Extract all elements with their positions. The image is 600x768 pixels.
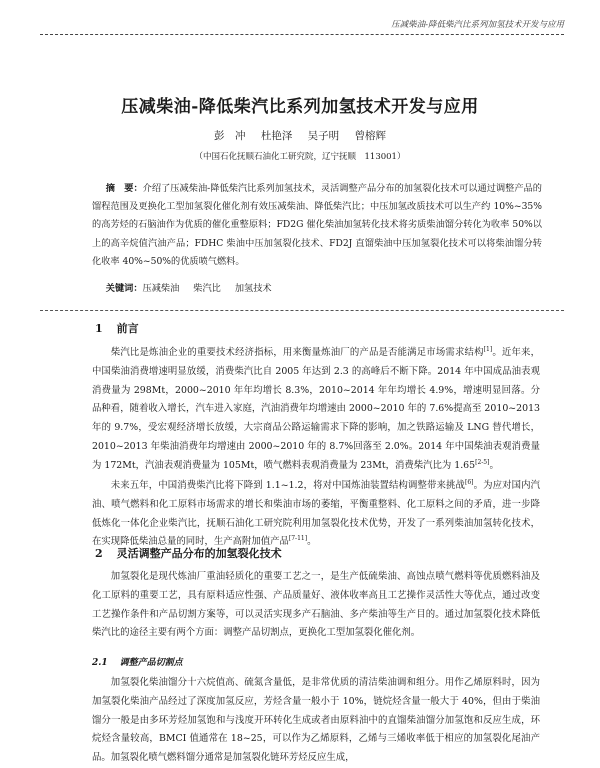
body-paragraph: 加氢裂化是现代炼油厂重油轻质化的重要工艺之一，是生产低硫柴油、高蚀点喷气燃料等优质燃料油及化工原料的重要工艺，具有原料适应性强、产品质量好、液体收率高且工艺操作灵活性大等优点，通过改变工艺操作条件和产品切割方案等，可以灵活实现多产石脑油、多产柴油等生产目的。通过加氢裂化技术降低柴汽比的途径主要有两个方面：调整产品切割点，更换化工型加氢裂化催化剂。 [92, 571, 540, 639]
paragraph-text: 。近年来，中国柴油消费增速明显放缓，消费柴汽比自 2005 年达到 2.3 的高峰后不断下降。2014 年中国成品油表观消费量为 298Mt，2000~2010 年年均增长 8.3%，2010~2014 年年均增长 4.9%，增速明显回落。分品种看，随着收入增长，汽车进入家庭，汽油消费年均增速由 2000~2010 年的 7.6%提高至 2010~2013 年的 9.7%，受宏观经济增长放缓，大宗商品公路运输需求下降的影响，加之铁路运输及 LNG 替代增长，2010~2013 年柴油消费年均增速由 2000~2010 年的 8.7%回落至 2.0%。2014 年中国柴油表观消费量为 172Mt，汽油表观消费量为 105Mt，喷气燃料表观消费量为 23Mt，消费柴汽比为 1.65 [92, 347, 540, 471]
paragraph-text: 。 [307, 536, 317, 548]
paragraph-text: 。为应对国内汽油、喷气燃料和化工原料市场需求的增长和柴油市场的萎缩，平衡重整料、化工原料之间的矛盾，进一步降低炼化一体化企业柴汽比，抚顺石油化工研究院利用加氢裂化技术优势，开发了一系列柴油加氢转化技术，在实现降低柴油总量的同时，生产高附加值产品 [92, 480, 540, 548]
abstract-text: 介绍了压减柴油-降低柴汽比系列加氢技术，灵活调整产品分布的加氢裂化技术可以通过调整产品的馏程范围及更换化工型加氢裂化催化剂有效压减柴油、降低柴汽比；中压加氢改质技术可以生产约 10%~35%的高芳烃的石脑油作为优质的催化重整原料；FD2G 催化柴油加氢转化技术将劣质柴油馏分转化为收率 50%以上的高辛烷值汽油产品；FDHC 柴油中压加氢裂化技术、FD2J 直馏柴油中压加氢裂化技术可以将柴油馏分转化收率 40%~50%的优质喷气燃料。 [92, 183, 542, 267]
section-title: 灵活调整产品分布的加氢裂化技术 [116, 547, 282, 560]
section-number: 2 [95, 547, 103, 560]
section-title: 前言 [116, 322, 139, 335]
abstract-divider [40, 310, 564, 311]
paragraph-text: 柴汽比是炼油企业的重要技术经济指标，用来衡量炼油厂的产品是否能满足市场需求结构 [110, 347, 484, 358]
keyword: 压减柴油 [142, 283, 180, 294]
citation: [1] [483, 345, 493, 353]
body-paragraph: 加氢裂化柴油馏分十六烷值高、硫氮含量低，是非常优质的清洁柴油调和组分。用作乙烯原料时，因为加氢裂化柴油产品经过了深度加氢反应，芳烃含量一般小于 10%，链烷烃含量一般大于 40%，但由于柴油馏分一般是由多环芳烃加氢饱和与浅度开环转化生成或者由原料油中的直馏柴油馏分加氢饱和反应生成，环烷烃含量较高，BMCI 值通常在 18~25，可以作为乙烯原料，乙烯与三烯收率低于相应的加氢裂化尾油产品。加氢裂化喷气燃料馏分通常是加氢裂化链环芳烃反应生成， [92, 677, 540, 764]
paper-title: 压减柴油-降低柴汽比系列加氢技术开发与应用 [121, 97, 479, 117]
keyword: 加氢技术 [234, 283, 272, 294]
paragraph-text: 。 [489, 459, 499, 471]
running-head: 压减柴油-降低柴汽比系列加氢技术开发与应用 [391, 20, 564, 30]
author-name: 杜艳泽 [260, 130, 293, 142]
affiliation: （中国石化抚顺石油化工研究院，辽宁抚顺 113001） [194, 152, 406, 162]
header-rule [40, 34, 564, 35]
subsection-heading [92, 655, 183, 668]
body-paragraph [92, 344, 540, 476]
section-number: 1 [95, 322, 103, 335]
keyword: 柴汽比 [193, 283, 221, 294]
author-name: 彭 冲 [213, 130, 246, 142]
author-name: 吴子明 [307, 130, 340, 142]
body-paragraph [92, 477, 540, 552]
subsection-title: 调整产品切割点 [119, 658, 183, 668]
citation: [7-11] [288, 535, 308, 543]
subsection-number: 2.1 [92, 658, 108, 668]
citation: [6] [465, 478, 474, 486]
abstract [92, 180, 542, 271]
keywords [92, 280, 542, 298]
abstract-label: 摘 要： [105, 183, 143, 194]
section-heading-2 [95, 545, 282, 561]
author-name: 曾榕辉 [354, 130, 387, 142]
paragraph-text: 未来五年，中国消费柴汽比将下降到 1.1~1.2，将对中国炼油装置结构调整带来挑战 [110, 480, 466, 491]
author-list [0, 128, 600, 143]
section-heading-1 [95, 320, 139, 336]
citation: [2-5] [475, 458, 490, 466]
keywords-label: 关键词： [105, 283, 143, 294]
